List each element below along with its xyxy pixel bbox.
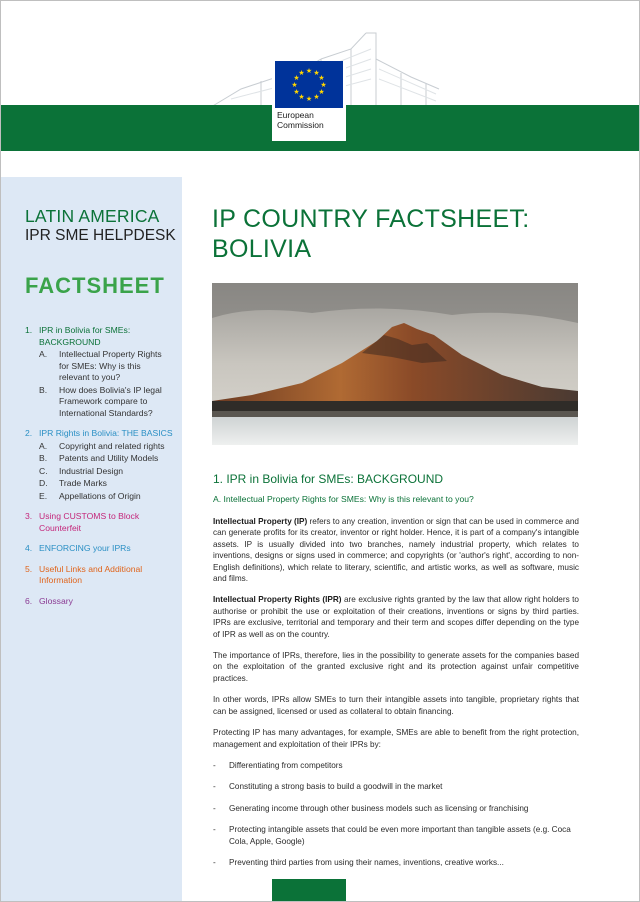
- commission-name: [277, 110, 324, 130]
- svg-text:★: ★: [298, 69, 305, 77]
- term-ip: Intellectual Property (IP): [213, 517, 308, 526]
- section-heading: 1. IPR in Bolivia for SMEs: BACKGROUND: [213, 472, 444, 486]
- toc-item-3[interactable]: [25, 511, 173, 534]
- subsection-heading: A. Intellectual Property Rights for SMEs: Why is this relevant to you?: [213, 494, 474, 504]
- toc-subitem-label: Industrial Design: [59, 465, 124, 476]
- toc-item-2[interactable]: [25, 428, 173, 502]
- bullet-dash: -: [213, 803, 216, 813]
- svg-text:★: ★: [293, 88, 300, 96]
- toc-subitem-label: Intellectual Property Rights for SMEs: Why is this relevant to you?: [59, 349, 162, 382]
- paragraph-intangible-assets: In other words, IPRs allow SMEs to turn their intangible assets into tangible, proprietary rights that can be assigned, licensed or used as collateral to obtain financing.: [213, 695, 579, 716]
- toc-subitem-letter: D.: [39, 478, 48, 488]
- toc-item-4[interactable]: [25, 543, 173, 555]
- toc-item-number: 2.: [25, 428, 33, 438]
- toc-subitem-letter: B.: [39, 453, 48, 463]
- toc-subitem-letter: C.: [39, 465, 48, 476]
- sidebar-brand-helpdesk: IPR SME HELPDESK: [25, 227, 176, 244]
- toc-subitem-letter: A.: [39, 349, 48, 359]
- toc-subitem-label: Patents and Utility Models: [59, 453, 159, 463]
- svg-text:★: ★: [298, 93, 305, 101]
- table-of-contents: [25, 325, 173, 616]
- eu-flag-icon: [275, 61, 343, 108]
- toc-subitem[interactable]: [39, 441, 173, 453]
- advantages-list: [213, 760, 579, 868]
- eu-stars-icon: [275, 61, 343, 108]
- list-item-text: Constituting a strong basis to build a goodwill in the market: [229, 782, 443, 792]
- footer-green-tab: [272, 879, 346, 902]
- toc-item-label: IPR Rights in Bolivia: THE BASICS: [39, 428, 173, 438]
- bullet-dash: -: [213, 825, 216, 835]
- toc-item-number: 4.: [25, 543, 33, 553]
- toc-subitem[interactable]: [39, 491, 173, 503]
- bullet-dash: -: [213, 857, 216, 867]
- toc-subitem-label: How does Bolivia's IP legal Framework compare to International Standards?: [59, 384, 162, 418]
- toc-item-number: 3.: [25, 511, 33, 521]
- svg-text:★: ★: [318, 74, 325, 82]
- list-item-text: Differentiating from competitors: [229, 760, 343, 770]
- paragraph-ip-definition: [213, 516, 579, 584]
- main-body-text: [213, 516, 579, 878]
- paragraph-ipr-definition: [213, 594, 579, 640]
- european-commission-logo: [272, 61, 346, 141]
- list-item-text: Generating income through other business models such as licensing or franchising: [229, 803, 529, 813]
- list-item: [213, 857, 579, 868]
- list-item-text: Protecting intangible assets that could be even more important than tangible assets (e.g. Coca Cola, Apple, Google): [229, 825, 571, 846]
- paragraph-ipr-text: are exclusive rights granted by the law that allow right holders to authorise or prohibit the use or exploitation of their creations, inventions or signs by third parties. IPRs are exclusive, territorial and temporary and their term and scopes differ depending on the type of IPR as well as on the country.: [213, 595, 579, 639]
- toc-subitem[interactable]: [39, 466, 173, 478]
- toc-item-number: 1.: [25, 325, 33, 335]
- toc-subitem[interactable]: [39, 349, 173, 384]
- term-ipr: Intellectual Property Rights (IPR): [213, 595, 342, 605]
- toc-item-number: 6.: [25, 595, 33, 606]
- bolivia-landscape-photo: [212, 283, 578, 445]
- commission-name-line1: European: [277, 110, 314, 120]
- toc-subitem-letter: E.: [39, 490, 48, 501]
- toc-subitem[interactable]: [39, 453, 173, 465]
- toc-item-5[interactable]: [25, 564, 173, 587]
- svg-text:★: ★: [318, 88, 325, 96]
- toc-subitem[interactable]: [39, 478, 173, 490]
- toc-item-label: Using CUSTOMS to Block Counterfeit: [39, 511, 140, 533]
- toc-item-label: Useful Links and Additional Information: [39, 563, 143, 585]
- page-title-line2: BOLIVIA: [212, 235, 312, 263]
- list-item: [213, 760, 579, 771]
- paragraph-advantages: Protecting IP has many advantages, for example, SMEs are able to benefit from the right protection, management and exploitation of their IPRs by:: [213, 728, 579, 749]
- page-title-line1: IP COUNTRY FACTSHEET:: [212, 205, 530, 233]
- page-title: [212, 204, 632, 264]
- sidebar-factsheet-heading: FACTSHEET: [25, 273, 165, 298]
- svg-text:★: ★: [291, 81, 298, 89]
- toc-subitem-letter: B.: [39, 384, 48, 395]
- toc-item-label: ENFORCING your IPRs: [39, 543, 131, 553]
- svg-text:★: ★: [305, 95, 313, 103]
- paragraph-importance: The importance of IPRs, therefore, lies in the possibility to generate assets for the companies based on the exploitation of the granted exclusive right and its protection against unfair competitive practices.: [213, 651, 579, 683]
- toc-item-label: IPR in Bolivia for SMEs: BACKGROUND: [39, 325, 131, 347]
- toc-subitem-label: Trade Marks: [59, 478, 107, 488]
- toc-subitem-label: Appellations of Origin: [59, 490, 141, 501]
- list-item-text: Preventing third parties from using their names, inventions, creative works...: [229, 857, 504, 867]
- bullet-dash: -: [213, 782, 216, 792]
- list-item: [213, 803, 579, 814]
- svg-text:★: ★: [313, 69, 320, 77]
- toc-item-number: 5.: [25, 563, 33, 574]
- toc-item-1[interactable]: [25, 325, 173, 419]
- toc-subitem-label: Copyright and related rights: [59, 440, 165, 451]
- paragraph-ip-text: refers to any creation, invention or sign that can be used in commerce and can generate profits for its creator, inventor or right holder. Hence, it is part of a company's intangible assets. IP is usually divided into two branches, namely industrial property, which relates to inventions, designs or signs used in commerce; and copyrights (or 'author's right', according to non-English definitions), which relate to literary, scientific, and artistic works, as well as software, music and films.: [213, 517, 579, 584]
- svg-text:★: ★: [313, 93, 320, 101]
- toc-subitem[interactable]: [39, 385, 173, 420]
- sidebar-brand-region: LATIN AMERICA: [25, 206, 160, 226]
- toc-subitem-letter: A.: [39, 440, 48, 451]
- svg-text:★: ★: [293, 74, 300, 82]
- list-item: [213, 824, 579, 847]
- toc-item-6[interactable]: [25, 596, 173, 608]
- svg-text:★: ★: [305, 67, 313, 75]
- bullet-dash: -: [213, 760, 216, 770]
- toc-item-label: Glossary: [39, 595, 73, 606]
- svg-text:★: ★: [320, 81, 327, 89]
- list-item: [213, 781, 579, 792]
- commission-name-line2: Commission: [277, 120, 324, 130]
